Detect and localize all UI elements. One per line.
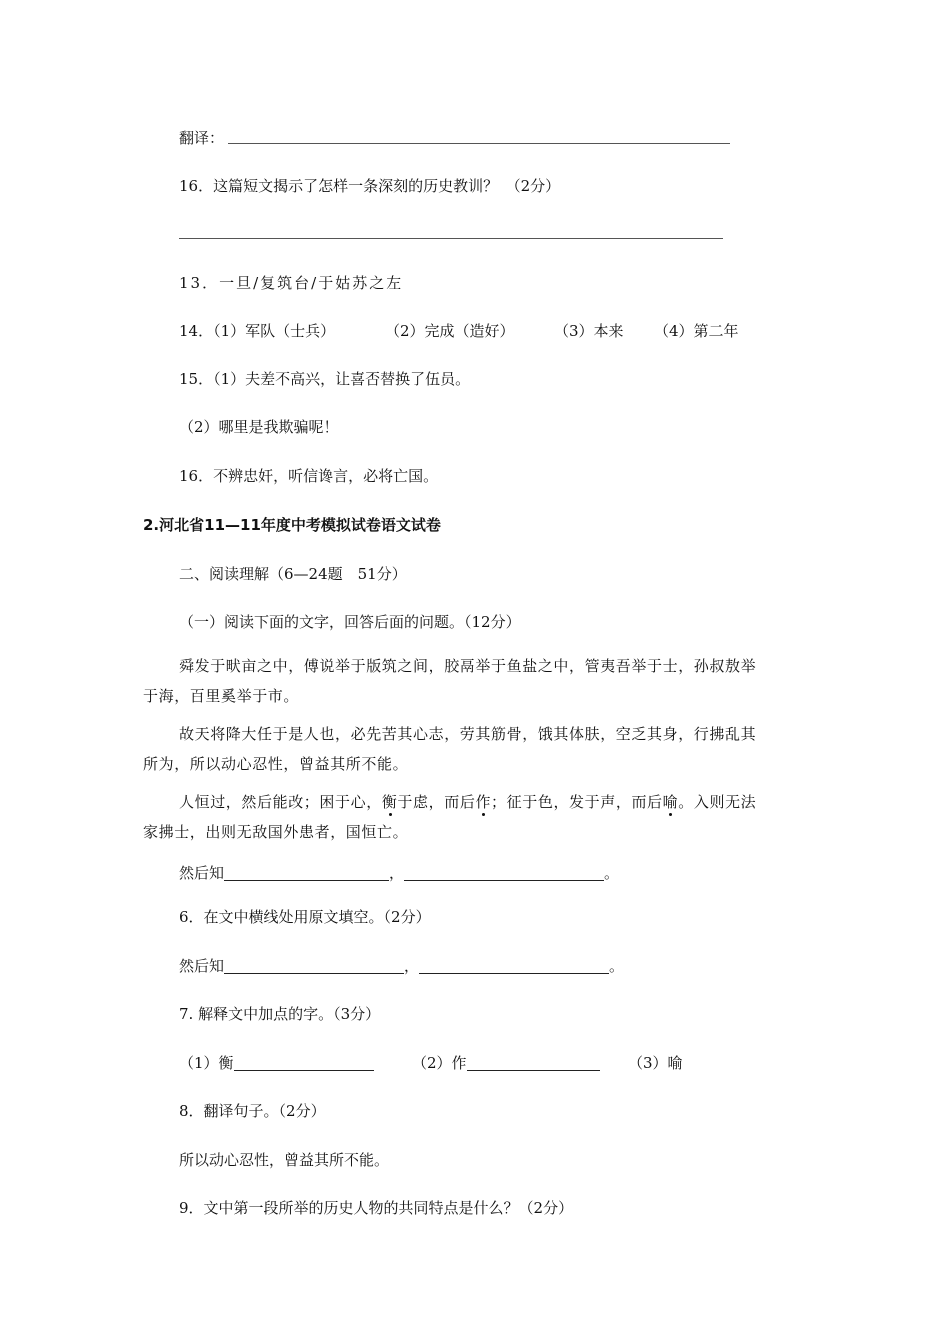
q7-item-1: [179, 1052, 374, 1074]
q7-blank-1[interactable]: [234, 1054, 374, 1071]
answer-13: 13．一旦/复筑台/于姑苏之左: [179, 274, 404, 292]
answer-14-part-1: 14．（1）军队（士兵）: [179, 322, 336, 340]
q6-period: 。: [609, 957, 625, 975]
dotted-char-heng: 衡: [381, 793, 398, 811]
q7-blank-2[interactable]: [467, 1054, 600, 1071]
question-9: 9．文中第一段所举的历史人物的共同特点是什么？（2分）: [179, 1199, 574, 1217]
sub-heading: （一）阅读下面的文字，回答后面的问题。（12分）: [179, 613, 521, 631]
q7-item-2-label: （2）作: [412, 1054, 467, 1072]
translate-label: 翻译：: [179, 129, 225, 147]
answer-15-1: 15．（1）夫差不高兴，让喜否替换了伍员。: [179, 370, 471, 388]
passage-p2-line-1: 故天将降大任于是人也，必先苦其心志，劳其筋骨，饿其体肤，空乏其身，行拂乱其: [179, 725, 757, 743]
translate-answer-line: [228, 143, 730, 144]
answer-16: 16．不辨忠奸，听信谗言，必将亡国。: [179, 467, 439, 485]
fill-prefix: 然后知: [179, 864, 225, 882]
passage-p3-seg-b: 于虑，而后: [397, 793, 476, 811]
question-8-sentence: 所以动心忍性，曾益其所不能。: [179, 1151, 390, 1169]
answer-14-part-2: （2）完成（造好）: [385, 322, 515, 340]
passage-p3-seg-a: 人恒过，然后能改；困于心，: [179, 793, 382, 811]
question-7: 7. 解释文中加点的字。（3分）: [179, 1005, 381, 1023]
answer-14-part-4: （4）第二年: [654, 322, 739, 340]
fill-comma: ，: [389, 864, 405, 882]
passage-p2-line-2: 所为，所以动心忍性，曾益其所不能。: [143, 755, 409, 773]
question-6-fill-line: [179, 955, 624, 977]
dotted-char-zuo: 作: [475, 793, 492, 811]
fill-period: 。: [604, 864, 620, 882]
q6-blank-1[interactable]: [224, 957, 404, 974]
fill-blank-1[interactable]: [224, 864, 389, 881]
passage-p1-line-2: 于海，百里奚举于市。: [143, 687, 300, 705]
q7-item-3: （3）喻: [628, 1054, 683, 1072]
passage-p1-line-1: 舜发于畎亩之中，傅说举于版筑之间，胶鬲举于鱼盐之中，管夷吾举于士，孙叔敖举: [179, 657, 757, 675]
question-16-answer-line: [179, 238, 723, 239]
passage-p3-seg-d: 。入则无法: [678, 793, 757, 811]
q6-blank-2[interactable]: [419, 957, 609, 974]
passage-p3-line-2: 家拂士，出则无敌国外患者，国恒亡。: [143, 823, 409, 841]
q6-comma: ，: [404, 957, 420, 975]
fill-blank-2[interactable]: [404, 864, 604, 881]
section-title: 2.河北省11—11年度中考模拟试卷语文试卷: [143, 516, 441, 534]
translate-line: [179, 127, 224, 149]
dotted-char-yu: 喻: [662, 793, 679, 811]
passage-p3-line-1: [179, 791, 756, 813]
q7-item-1-label: （1）衡: [179, 1054, 234, 1072]
answer-14-part-3: （3）本来: [554, 322, 624, 340]
answer-15-2: （2）哪里是我欺骗呢！: [179, 418, 339, 436]
question-16: 16．这篇短文揭示了怎样一条深刻的历史教训？ （2分）: [179, 177, 561, 195]
question-8: 8．翻译句子。（2分）: [179, 1102, 326, 1120]
q7-item-2: [412, 1052, 600, 1074]
passage-p3-seg-c: ；征于色，发于声，而后: [491, 793, 663, 811]
question-6: 6．在文中横线处用原文填空。（2分）: [179, 908, 431, 926]
part-heading: 二、阅读理解（6—24题 51分）: [179, 565, 407, 583]
q6-prefix: 然后知: [179, 957, 225, 975]
passage-fill-line: [179, 862, 619, 884]
